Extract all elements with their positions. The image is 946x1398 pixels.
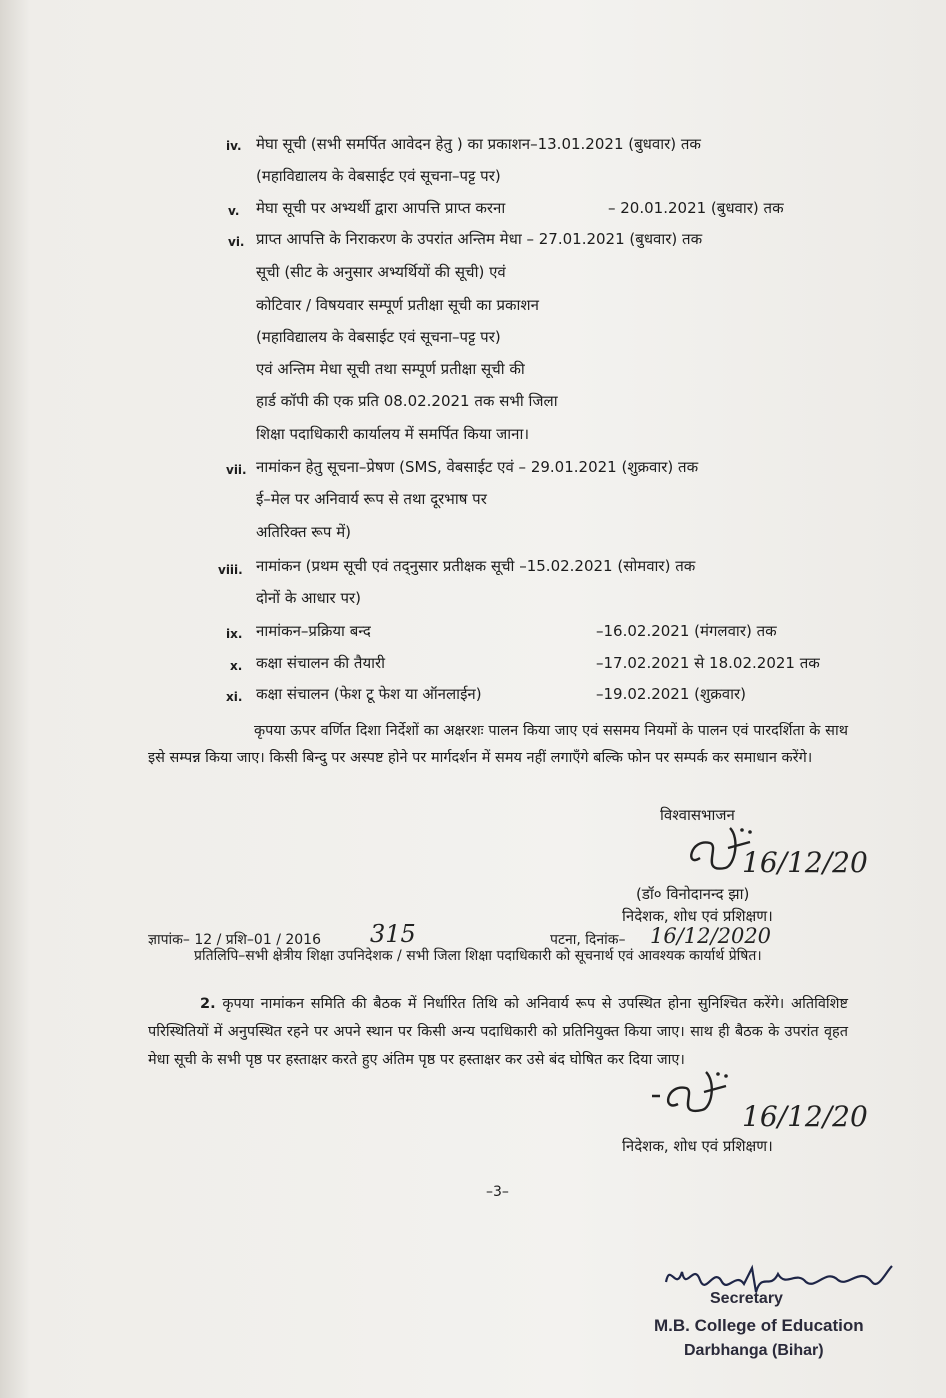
signatory-name: (डॉ० विनोदानन्द झा) [636, 885, 750, 903]
memo-reference: ज्ञापांक– 12 / प्रशि–01 / 2016 [148, 932, 321, 948]
item-date: –19.02.2021 (शुक्रवार) [596, 685, 746, 703]
item-number: vii. [226, 463, 247, 477]
signatory-title: निदेशक, शोध एवं प्रशिक्षण। [622, 1137, 773, 1155]
item-line: नामांकन हेतु सूचना–प्रेषण (SMS, वेबसाईट एवं – 29.01.2021 (शुक्रवार) तक [256, 458, 699, 476]
stamp-line-college: M.B. College of Education [654, 1316, 864, 1335]
item-line: कोटिवार / विषयवार सम्पूर्ण प्रतीक्षा सूची का प्रकाशन [256, 296, 539, 314]
item-line: अतिरिक्त रूप में) [256, 523, 352, 541]
item-line: एवं अन्तिम मेधा सूची तथा सम्पूर्ण प्रतीक्षा सूची की [256, 360, 525, 378]
item-line: कक्षा संचालन (फेश टू फेश या ऑनलाईन) [256, 685, 482, 703]
handwritten-date: 16/12/20 [742, 1100, 868, 1133]
item-line: सूची (सीट के अनुसार अभ्यर्थियों की सूची) एवं [256, 263, 506, 281]
item-number: v. [228, 204, 240, 218]
item-line: मेघा सूची (सभी समर्पित आवेदन हेतु ) का प्रकाशन–13.01.2021 (बुधवार) तक [256, 135, 701, 153]
item-line: मेघा सूची पर अभ्यर्थी द्वारा आपत्ति प्राप्त करना [256, 199, 506, 217]
item-line: कक्षा संचालन की तैयारी [256, 654, 386, 672]
item-number: ix. [226, 627, 243, 641]
page-number: –3– [486, 1184, 509, 1200]
signature-mark-2 [650, 1066, 740, 1122]
closing-text: विश्वासभाजन [660, 806, 735, 824]
meeting-instruction-paragraph [148, 990, 848, 1074]
item-line: ई–मेल पर अनिवार्य रूप से तथा दूरभाष पर [256, 490, 487, 508]
handwritten-date: 16/12/20 [742, 846, 868, 879]
stamp-line-secretary: Secretary [710, 1290, 783, 1307]
item-number: vi. [228, 235, 245, 249]
item-number: viii. [218, 563, 243, 577]
item-date: –16.02.2021 (मंगलवार) तक [596, 622, 777, 640]
memo-date-handwritten: 16/12/2020 [650, 924, 772, 948]
memo-place-date: पटना, दिनांक– [550, 932, 626, 948]
item-date: –17.02.2021 से 18.02.2021 तक [596, 654, 820, 672]
stamp-line-location: Darbhanga (Bihar) [684, 1342, 824, 1359]
item-number: xi. [226, 690, 243, 704]
memo-number-handwritten: 315 [370, 920, 416, 948]
item-line: (महाविद्यालय के वेबसाईट एवं सूचना–पट्ट पर) [256, 328, 501, 346]
paragraph-text: कृपया नामांकन समिति की बैठक में निर्धारित तिथि को अनिवार्य रूप से उपस्थित होना सुनिश्चित करेंगे। अतिविशिष्ट परिस्थितियों में अनुपस्थित रहने पर अपने स्थान पर किसी अन्य पदाधिकारी को प्रतिनियुक्त किया जाए। साथ ही बैठक के उपरांत वृहत मेधा सूची के सभी पृष्ठ पर हस्ताक्षर करते हुए अंतिम पृष्ठ पर हस्ताक्षर कर उसे बंद घोषित कर दिया जाए। [148, 996, 848, 1068]
item-line: नामांकन (प्रथम सूची एवं तद्नुसार प्रतीक्षक सूची –15.02.2021 (सोमवार) तक [256, 557, 696, 575]
item-number: x. [230, 659, 243, 673]
item-line: हार्ड कॉपी की एक प्रति 08.02.2021 तक सभी जिला [256, 392, 558, 410]
item-line: प्राप्त आपत्ति के निराकरण के उपरांत अन्तिम मेधा – 27.01.2021 (बुधवार) तक [256, 230, 703, 248]
item-line: (महाविद्यालय के वेबसाईट एवं सूचना–पट्ट पर) [256, 167, 501, 185]
item-number: iv. [226, 139, 242, 153]
item-line: शिक्षा पदाधिकारी कार्यालय में समर्पित किया जाना। [256, 425, 530, 443]
instruction-paragraph: कृपया ऊपर वर्णित दिशा निर्देशों का अक्षरशः पालन किया जाए एवं ससमय नियमों के पालन एवं पारदर्शिता के साथ इसे सम्पन्न किया जाए। किसी बिन्दु पर अस्पष्ट होने पर मार्गदर्शन में समय नहीं लगाएँगे बल्कि फोन पर सम्पर्क कर समाधान करेंगे। [148, 723, 848, 766]
item-line: दोनों के आधार पर) [256, 589, 361, 607]
item-line: नामांकन–प्रक्रिया बन्द [256, 622, 371, 640]
signatory-title: निदेशक, शोध एवं प्रशिक्षण। [622, 907, 773, 925]
copy-to-text: प्रतिलिपि–सभी क्षेत्रीय शिक्षा उपनिदेशक / सभी जिला शिक्षा पदाधिकारी को सूचनार्थ एवं आवश्यक कार्यार्थ प्रेषित। [194, 948, 762, 964]
paragraph-number: 2. [200, 996, 216, 1012]
item-date: – 20.01.2021 (बुधवार) तक [608, 199, 784, 217]
